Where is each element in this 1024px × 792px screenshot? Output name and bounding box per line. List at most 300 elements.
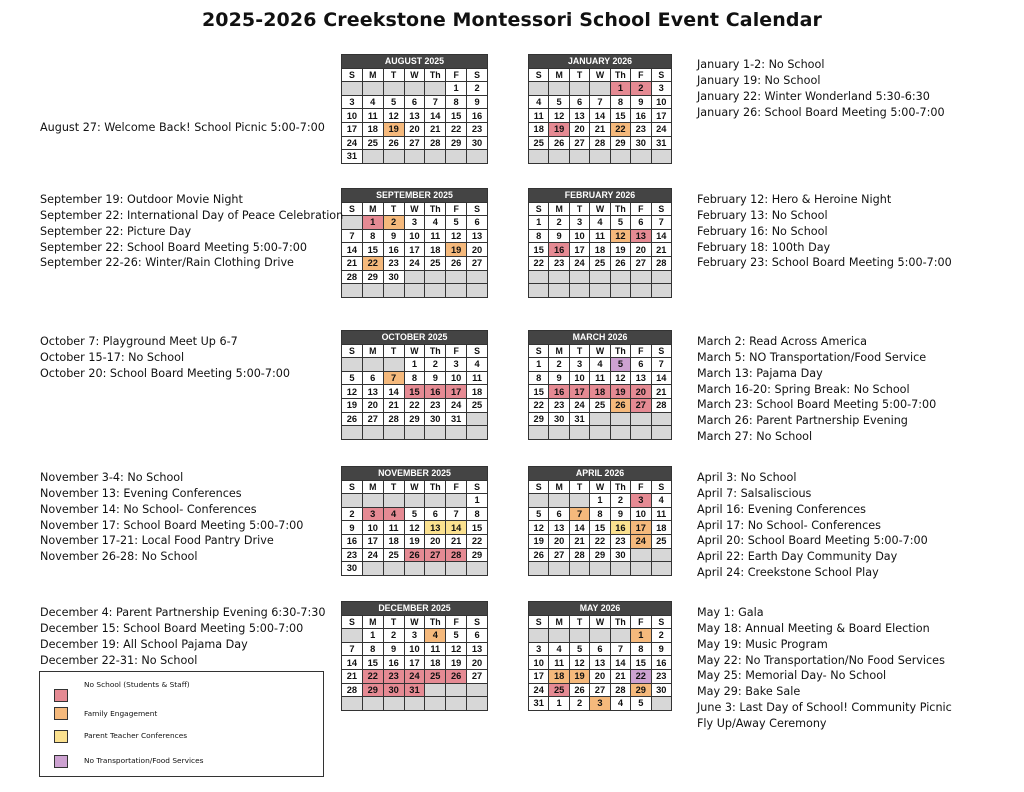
calendar-february-2026 [528, 188, 672, 298]
day-cell: 2 [651, 629, 671, 643]
day-cell: 9 [631, 95, 651, 109]
day-cell: 27 [549, 548, 569, 562]
day-cell: 1 [631, 629, 651, 643]
event-line: May 25: Memorial Day- No School [697, 669, 887, 683]
calendar-december-2025 [341, 601, 488, 711]
event-line: January 1-2: No School [697, 58, 825, 71]
weekday-label: T [383, 68, 404, 82]
weekday-label: M [549, 68, 569, 82]
legend [39, 671, 324, 777]
month-header: NOVEMBER 2025 [342, 467, 488, 481]
empty-cell [404, 697, 425, 711]
empty-cell [425, 150, 446, 164]
day-cell: 14 [446, 521, 467, 535]
day-cell: 5 [383, 95, 404, 109]
day-cell: 25 [590, 398, 610, 412]
empty-cell [404, 426, 425, 440]
empty-cell [383, 426, 404, 440]
day-cell: 16 [425, 385, 446, 399]
legend-swatch-no-transport [54, 755, 68, 768]
empty-cell [404, 270, 425, 284]
day-cell: 6 [362, 371, 383, 385]
day-cell: 5 [342, 371, 363, 385]
day-cell: 14 [651, 229, 671, 243]
day-cell: 12 [446, 229, 467, 243]
day-cell: 17 [362, 534, 383, 548]
day-cell: 22 [446, 122, 467, 136]
event-line: February 12: Hero & Heroine Night [697, 193, 892, 206]
weekday-label: F [446, 344, 467, 358]
empty-cell [631, 562, 651, 576]
empty-cell [569, 270, 589, 284]
day-cell: 12 [549, 109, 569, 123]
empty-cell [342, 629, 363, 643]
event-line: November 3-4: No School [40, 471, 184, 484]
weekday-label: W [590, 344, 610, 358]
day-cell: 25 [590, 256, 610, 270]
day-cell: 26 [569, 683, 589, 697]
day-cell: 22 [362, 256, 383, 270]
event-line: March 16-20: Spring Break: No School [697, 382, 910, 396]
day-cell: 18 [425, 656, 446, 670]
day-cell: 8 [631, 642, 651, 656]
day-cell: 28 [342, 270, 363, 284]
day-cell: 25 [425, 669, 446, 683]
day-cell: 7 [651, 358, 671, 372]
weekday-label: M [549, 480, 569, 494]
empty-cell [425, 683, 446, 697]
calendar-may-2026 [528, 601, 672, 711]
day-cell: 29 [590, 548, 610, 562]
legend-swatch-no-school [54, 689, 68, 702]
day-cell: 5 [446, 629, 467, 643]
day-cell: 19 [446, 243, 467, 257]
weekday-label: M [549, 615, 569, 629]
empty-cell [569, 494, 589, 508]
day-cell: 29 [362, 270, 383, 284]
event-line: March 23: School Board Meeting 5:00-7:00 [697, 398, 937, 412]
empty-cell [383, 358, 404, 372]
empty-cell [362, 562, 383, 576]
empty-cell [610, 270, 630, 284]
day-cell: 11 [467, 371, 488, 385]
weekday-label: S [529, 615, 549, 629]
day-cell: 9 [549, 229, 569, 243]
day-cell: 25 [549, 683, 569, 697]
day-cell: 12 [446, 642, 467, 656]
day-cell: 31 [651, 136, 671, 150]
day-cell: 27 [467, 256, 488, 270]
day-cell: 21 [342, 256, 363, 270]
weekday-label: W [404, 68, 425, 82]
empty-cell [590, 412, 610, 426]
event-line: November 14: No School- Conferences [40, 502, 257, 516]
day-cell: 6 [631, 216, 651, 230]
day-cell: 8 [362, 229, 383, 243]
event-line: June 3: Last Day of School! Community Picnic [697, 701, 952, 715]
day-cell: 21 [569, 534, 589, 548]
weekday-label: S [467, 68, 488, 82]
empty-cell [569, 426, 589, 440]
weekday-label: S [467, 615, 488, 629]
day-cell: 22 [404, 398, 425, 412]
weekday-label: S [651, 68, 671, 82]
empty-cell [404, 494, 425, 508]
events-may [697, 605, 952, 732]
weekday-label: Th [425, 480, 446, 494]
day-cell: 10 [362, 521, 383, 535]
event-line: December 15: School Board Meeting 5:00-7:00 [40, 621, 304, 635]
empty-cell [467, 150, 488, 164]
day-cell: 2 [549, 216, 569, 230]
weekday-label: M [362, 344, 383, 358]
event-line: October 15-17: No School [40, 350, 185, 364]
empty-cell [383, 697, 404, 711]
day-cell: 22 [529, 398, 549, 412]
day-cell: 18 [425, 243, 446, 257]
weekday-label: Th [425, 202, 446, 216]
empty-cell [383, 82, 404, 96]
weekday-label: Th [425, 615, 446, 629]
month-header: MARCH 2026 [529, 331, 672, 345]
day-cell: 24 [404, 669, 425, 683]
day-cell: 21 [383, 398, 404, 412]
day-cell: 13 [631, 371, 651, 385]
day-cell: 17 [446, 385, 467, 399]
day-cell: 23 [467, 122, 488, 136]
empty-cell [651, 270, 671, 284]
weekday-label: S [651, 344, 671, 358]
day-cell: 11 [590, 229, 610, 243]
day-cell: 18 [590, 385, 610, 399]
day-cell: 25 [529, 136, 549, 150]
day-cell: 18 [590, 243, 610, 257]
empty-cell [467, 270, 488, 284]
weekday-label: S [529, 480, 549, 494]
day-cell: 2 [383, 216, 404, 230]
day-cell: 21 [651, 385, 671, 399]
day-cell: 13 [425, 521, 446, 535]
day-cell: 2 [425, 358, 446, 372]
day-cell: 10 [651, 95, 671, 109]
event-line: September 22: Picture Day [40, 224, 192, 238]
day-cell: 9 [383, 642, 404, 656]
legend-swatch-conferences [54, 730, 68, 743]
day-cell: 7 [569, 507, 589, 521]
day-cell: 24 [631, 534, 651, 548]
event-line: April 16: Evening Conferences [697, 502, 866, 516]
empty-cell [569, 629, 589, 643]
empty-cell [549, 494, 569, 508]
empty-cell [404, 562, 425, 576]
event-line: January 22: Winter Wonderland 5:30-6:30 [697, 89, 930, 103]
weekday-label: F [631, 202, 651, 216]
day-cell: 14 [610, 656, 630, 670]
day-cell: 23 [383, 669, 404, 683]
event-line: May 1: Gala [697, 606, 764, 619]
empty-cell [610, 412, 630, 426]
day-cell: 19 [529, 534, 549, 548]
day-cell: 10 [529, 656, 549, 670]
empty-cell [529, 562, 549, 576]
event-line: September 22: International Day of Peace Celebration [40, 208, 344, 222]
day-cell: 14 [651, 371, 671, 385]
day-cell: 18 [529, 122, 549, 136]
day-cell: 4 [590, 358, 610, 372]
day-cell: 23 [383, 256, 404, 270]
day-cell: 15 [446, 109, 467, 123]
empty-cell [549, 150, 569, 164]
day-cell: 10 [631, 507, 651, 521]
day-cell: 28 [383, 412, 404, 426]
day-cell: 27 [362, 412, 383, 426]
calendar-january-2026 [528, 54, 672, 164]
day-cell: 11 [383, 521, 404, 535]
day-cell: 10 [404, 642, 425, 656]
weekday-label: Th [610, 615, 630, 629]
month-header: MAY 2026 [529, 602, 672, 616]
empty-cell [610, 562, 630, 576]
day-cell: 3 [569, 216, 589, 230]
weekday-label: Th [610, 202, 630, 216]
weekday-label: S [529, 68, 549, 82]
weekday-label: W [590, 68, 610, 82]
events-december [40, 605, 326, 668]
empty-cell [590, 284, 610, 298]
weekday-label: S [342, 344, 363, 358]
day-cell: 16 [610, 521, 630, 535]
day-cell: 6 [631, 358, 651, 372]
weekday-label: Th [610, 68, 630, 82]
weekday-label: W [590, 615, 610, 629]
event-line: May 29: Bake Sale [697, 685, 801, 699]
day-cell: 3 [529, 642, 549, 656]
day-cell: 30 [425, 412, 446, 426]
day-cell: 2 [383, 629, 404, 643]
weekday-label: S [651, 615, 671, 629]
day-cell: 28 [569, 548, 589, 562]
weekday-label: M [549, 344, 569, 358]
day-cell: 17 [529, 669, 549, 683]
empty-cell [446, 284, 467, 298]
empty-cell [383, 562, 404, 576]
empty-cell [425, 270, 446, 284]
day-cell: 4 [362, 95, 383, 109]
weekday-label: S [529, 202, 549, 216]
day-cell: 4 [549, 642, 569, 656]
empty-cell [446, 150, 467, 164]
day-cell: 15 [362, 243, 383, 257]
empty-cell [549, 284, 569, 298]
day-cell: 12 [610, 229, 630, 243]
day-cell: 23 [549, 398, 569, 412]
empty-cell [362, 82, 383, 96]
calendar-november-2025 [341, 466, 488, 576]
day-cell: 18 [467, 385, 488, 399]
empty-cell [404, 150, 425, 164]
day-cell: 16 [631, 109, 651, 123]
weekday-label: S [651, 202, 671, 216]
day-cell: 1 [529, 216, 549, 230]
day-cell: 23 [425, 398, 446, 412]
empty-cell [631, 548, 651, 562]
weekday-label: F [631, 68, 651, 82]
day-cell: 30 [631, 136, 651, 150]
empty-cell [529, 426, 549, 440]
day-cell: 14 [383, 385, 404, 399]
day-cell: 5 [446, 216, 467, 230]
day-cell: 27 [631, 256, 651, 270]
weekday-label: M [362, 68, 383, 82]
day-cell: 17 [342, 122, 363, 136]
legend-swatch-family-engagement [54, 707, 68, 720]
empty-cell [446, 697, 467, 711]
day-cell: 30 [383, 683, 404, 697]
day-cell: 20 [362, 398, 383, 412]
day-cell: 8 [529, 229, 549, 243]
day-cell: 3 [404, 629, 425, 643]
event-line: August 27: Welcome Back! School Picnic 5:00-7:00 [40, 121, 325, 134]
day-cell: 7 [425, 95, 446, 109]
empty-cell [467, 284, 488, 298]
weekday-label: F [631, 615, 651, 629]
weekday-label: M [362, 615, 383, 629]
day-cell: 2 [610, 494, 630, 508]
weekday-label: M [362, 202, 383, 216]
day-cell: 3 [404, 216, 425, 230]
day-cell: 13 [569, 109, 589, 123]
day-cell: 11 [651, 507, 671, 521]
weekday-label: S [651, 480, 671, 494]
empty-cell [446, 426, 467, 440]
day-cell: 2 [467, 82, 488, 96]
day-cell: 8 [610, 95, 630, 109]
day-cell: 23 [651, 669, 671, 683]
day-cell: 13 [549, 521, 569, 535]
day-cell: 22 [590, 534, 610, 548]
day-cell: 4 [425, 216, 446, 230]
weekday-label: W [590, 480, 610, 494]
day-cell: 4 [590, 216, 610, 230]
day-cell: 17 [651, 109, 671, 123]
day-cell: 30 [610, 548, 630, 562]
empty-cell [342, 358, 363, 372]
day-cell: 24 [404, 256, 425, 270]
day-cell: 23 [610, 534, 630, 548]
legend-label-no-transport: No Transportation/Food Services [84, 756, 204, 765]
day-cell: 26 [610, 398, 630, 412]
day-cell: 27 [425, 548, 446, 562]
page-title: 2025-2026 Creekstone Montessori School Event Calendar [201, 9, 823, 31]
day-cell: 17 [569, 243, 589, 257]
empty-cell [362, 150, 383, 164]
month-header: OCTOBER 2025 [342, 331, 488, 345]
day-cell: 15 [590, 521, 610, 535]
day-cell: 30 [651, 683, 671, 697]
day-cell: 16 [467, 109, 488, 123]
day-cell: 3 [651, 82, 671, 96]
empty-cell [362, 284, 383, 298]
day-cell: 4 [529, 95, 549, 109]
day-cell: 9 [549, 371, 569, 385]
empty-cell [590, 82, 610, 96]
day-cell: 17 [569, 385, 589, 399]
day-cell: 7 [342, 642, 363, 656]
weekday-label: F [631, 480, 651, 494]
day-cell: 2 [342, 507, 363, 521]
day-cell: 21 [342, 669, 363, 683]
day-cell: 1 [529, 358, 549, 372]
day-cell: 26 [610, 256, 630, 270]
event-line: February 18: 100th Day [697, 240, 831, 254]
day-cell: 25 [425, 256, 446, 270]
day-cell: 15 [631, 656, 651, 670]
day-cell: 16 [342, 534, 363, 548]
legend-label-no-school: No School (Students & Staff) [84, 680, 190, 689]
event-line: October 7: Playground Meet Up 6-7 [40, 335, 238, 348]
event-line: December 4: Parent Partnership Evening 6:30-7:30 [40, 606, 326, 619]
calendar-march-2026 [528, 330, 672, 440]
empty-cell [590, 270, 610, 284]
weekday-label: W [404, 344, 425, 358]
empty-cell [651, 697, 671, 711]
empty-cell [549, 426, 569, 440]
day-cell: 23 [342, 548, 363, 562]
empty-cell [342, 82, 363, 96]
weekday-label: F [446, 480, 467, 494]
month-header: DECEMBER 2025 [342, 602, 488, 616]
day-cell: 30 [549, 412, 569, 426]
day-cell: 28 [610, 683, 630, 697]
month-header: AUGUST 2025 [342, 55, 488, 69]
day-cell: 3 [446, 358, 467, 372]
day-cell: 19 [383, 122, 404, 136]
day-cell: 11 [425, 642, 446, 656]
event-line: November 17-21: Local Food Pantry Drive [40, 534, 274, 548]
day-cell: 26 [383, 136, 404, 150]
empty-cell [610, 426, 630, 440]
day-cell: 19 [342, 398, 363, 412]
weekday-label: S [342, 615, 363, 629]
empty-cell [631, 412, 651, 426]
event-line: March 26: Parent Partnership Evening [697, 414, 908, 428]
day-cell: 31 [342, 150, 363, 164]
empty-cell [610, 629, 630, 643]
event-line: September 22: School Board Meeting 5:00-7:00 [40, 240, 308, 254]
day-cell: 20 [467, 656, 488, 670]
empty-cell [383, 284, 404, 298]
event-line: January 19: No School [697, 73, 821, 87]
day-cell: 31 [569, 412, 589, 426]
day-cell: 13 [362, 385, 383, 399]
weekday-label: F [446, 615, 467, 629]
day-cell: 5 [529, 507, 549, 521]
event-line: May 18: Annual Meeting & Board Election [697, 621, 930, 635]
day-cell: 21 [425, 122, 446, 136]
empty-cell [631, 284, 651, 298]
day-cell: 14 [569, 521, 589, 535]
day-cell: 23 [631, 122, 651, 136]
event-line: February 23: School Board Meeting 5:00-7:00 [697, 256, 952, 270]
calendar-august-2025 [341, 54, 488, 164]
day-cell: 6 [404, 95, 425, 109]
day-cell: 26 [404, 548, 425, 562]
event-line: September 22-26: Winter/Rain Clothing Drive [40, 256, 294, 270]
weekday-label: S [467, 344, 488, 358]
empty-cell [446, 683, 467, 697]
day-cell: 26 [446, 256, 467, 270]
empty-cell [569, 562, 589, 576]
